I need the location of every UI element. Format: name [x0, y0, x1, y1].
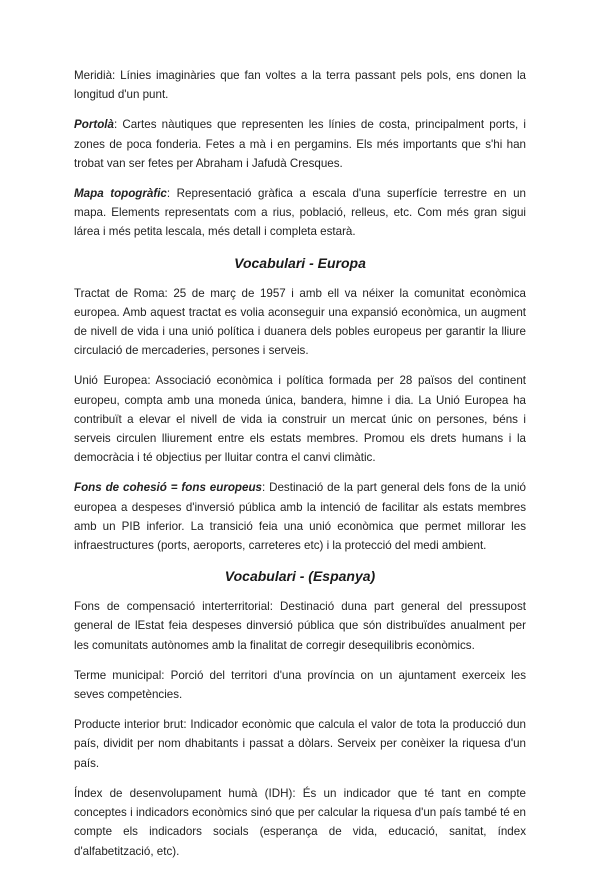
term-fons-cohesio: Fons de cohesió = fons europeus: [74, 481, 262, 495]
section-heading-europa: Vocabulari - Europa: [234, 254, 366, 271]
definition-text: Terme municipal: Porció del territori d'una província on un ajuntament exerceix les seves competències.: [74, 668, 526, 702]
definition-text: : Cartes nàutiques que representen les línies de costa, principalment ports, i zones de poca fonderia. Fetes a mà i en pergamins. Els més importants que s'hi han trobat van ser fetes per Abraham i Jafudà Cresques.: [74, 118, 526, 170]
definition-text: Meridià: Línies imaginàries que fan voltes a la terra passant pels pols, ens donen la longitud d'un punt.: [74, 69, 526, 102]
document-page: [74, 66, 526, 872]
definition-terme-municipal: [74, 666, 526, 704]
definition-tractat-roma: [74, 284, 526, 361]
definition-text: Unió Europea: Associació econòmica i política formada per 28 països del continent europeu, compta amb una moneda única, bandera, himne i dia. La Unió Europea ha contribuït a elevar el nivell de vida ia construir un mercat únic on persones, béns i serveis circulen lliurement entre els estats membres. Promou els drets humans i la democràcia i té objectius per lluitar contra el canvi climàtic.: [74, 374, 526, 465]
definition-portola: [74, 115, 526, 173]
definition-text: Fons de compensació interterritorial: Destinació duna part general del pressupost general de lEstat feia despeses dinversió pública que són distribuïdes anualment per les comunitats autònomes amb la finalitat de corregir desequilibris econòmics.: [74, 600, 526, 652]
definition-text: Producte interior brut: Indicador econòmic que calcula el valor de tota la producció dun país, dividit per nom dhabitants i passat a dòlars. Serveix per conèixer la riquesa d'un país.: [74, 718, 526, 770]
term-mapa-topografic: Mapa topogràfic: [74, 187, 167, 201]
definition-unio-europea: [74, 371, 526, 467]
definition-text: Índex de desenvolupament humà (IDH): És un indicador que té tant en compte conceptes i indicadors econòmics sinó que per calcular la riquesa d'un país també té en compte els indicadors socials (esperança de vida, educació, sanitat, índex d'alfabetització, etc).: [74, 786, 526, 858]
section-heading-espanya: Vocabulari - (Espanya): [224, 568, 376, 585]
definition-pib: [74, 715, 526, 773]
definition-meridia: [74, 66, 526, 104]
definition-text: Tractat de Roma: 25 de març de 1957 i amb ell va néixer la comunitat econòmica europea. Amb aquest tractat es volia aconseguir una expansió econòmica, un augment de nivell de vida i una unió política i duanera dels pobles europeus per garantir la lliure circulació de mercaderies, persones i serveis.: [74, 286, 526, 358]
definition-idh: [74, 784, 526, 861]
definition-text: : Destinació de la part general dels fons de la unió europea a despeses d'inversió pública amb la intenció de facilitar als estats membres amb un PIB inferior. La transició feia una unió econòmica que permet millorar les infraestructures (ports, aeroports, carreteres etc) i la protecció del medi ambient.: [74, 481, 526, 553]
definition-mapa-topografic: [74, 184, 526, 242]
definition-fons-cohesio: [74, 478, 526, 555]
term-portola: Portolà: [74, 118, 114, 132]
definition-text: : Representació gràfica a escala d'una superfície terrestre en un mapa. Elements representats com a rius, població, relleus, etc. Com més gran sigui lárea i més petita lescala, més detall i completa estarà.: [74, 187, 526, 239]
definition-fons-compensacio: [74, 597, 526, 655]
